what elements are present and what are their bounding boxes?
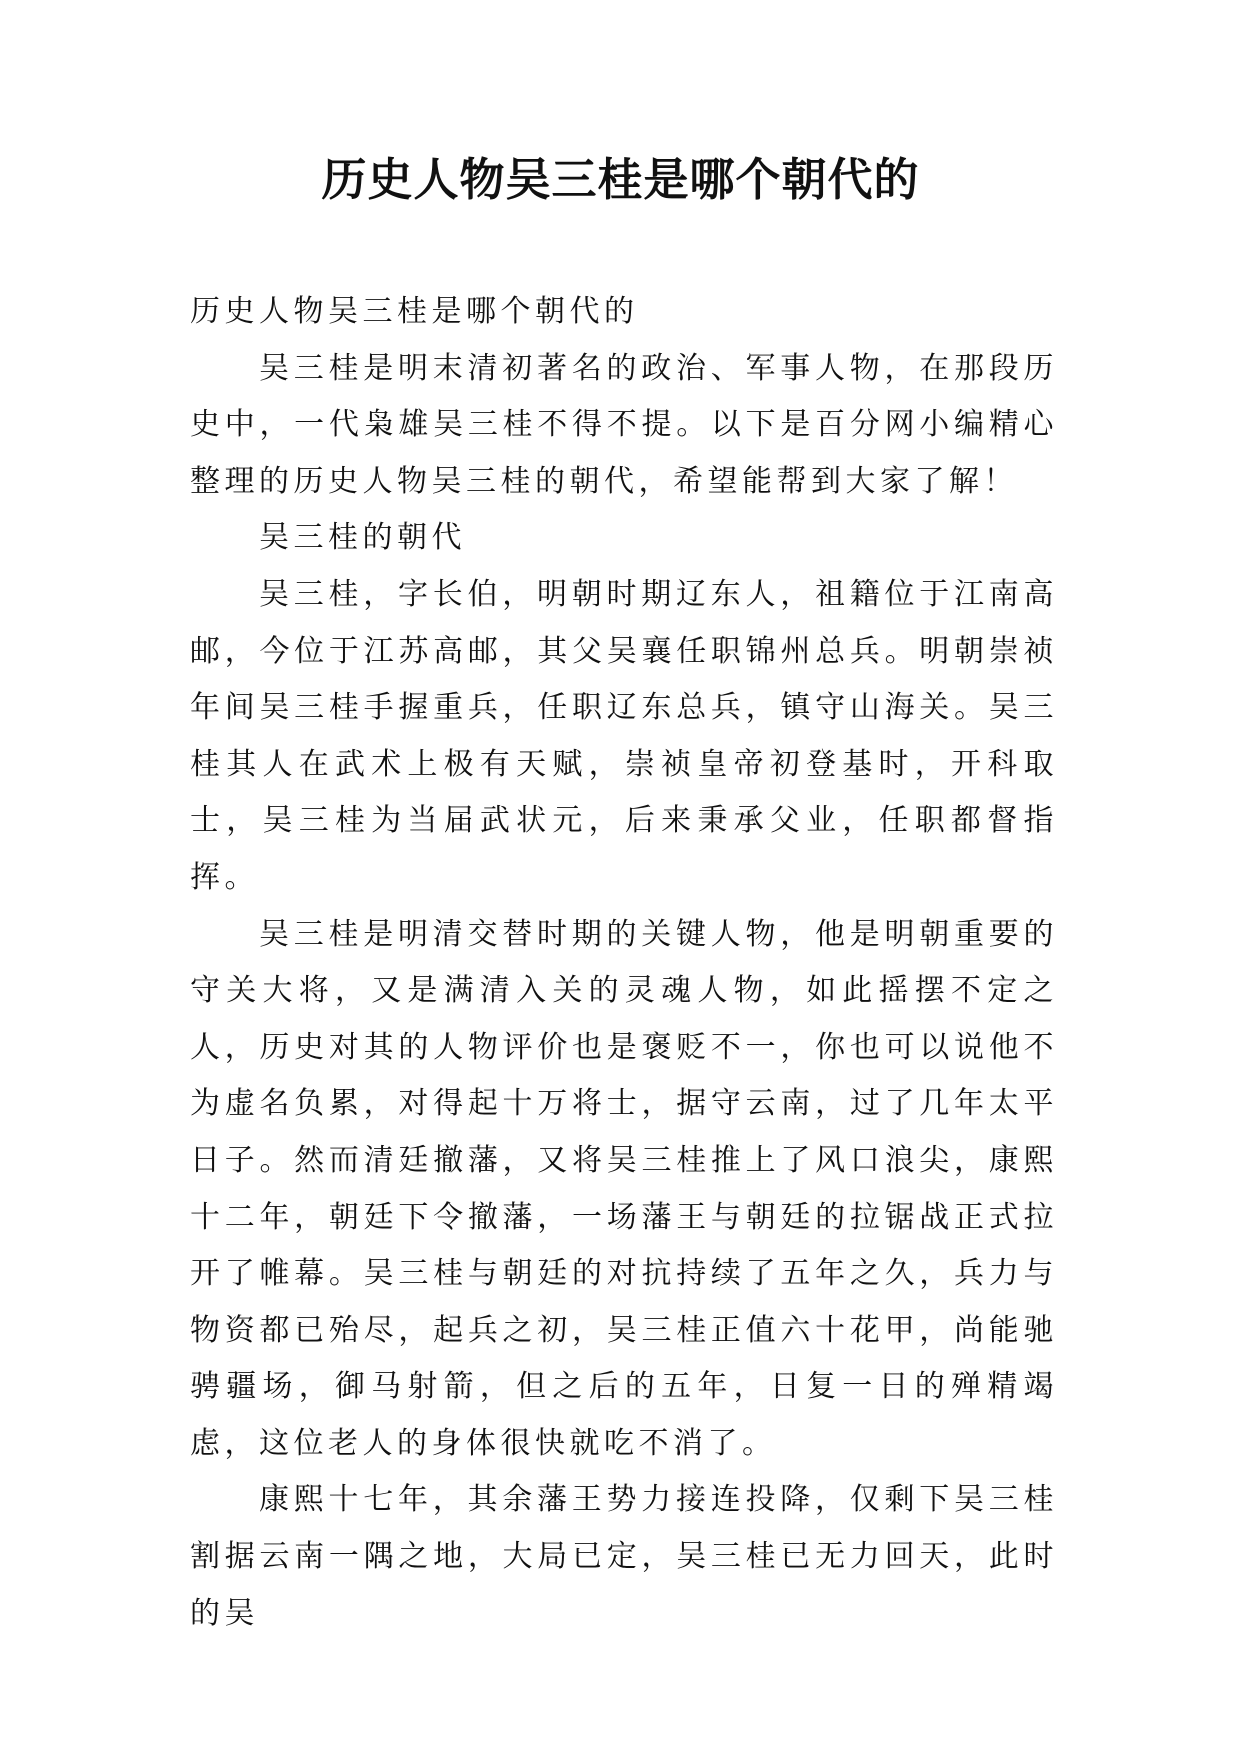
intro-paragraph: 吴三桂是明末清初著名的政治、军事人物，在那段历史中，一代枭雄吴三桂不得不提。以下是百分网小编精心整理的历史人物吴三桂的朝代，希望能帮到大家了解！	[190, 350, 1058, 499]
body-paragraph: 吴三桂，字长伯，明朝时期辽东人，祖籍位于江南高邮，今位于江苏高邮，其父吴襄任职锦州总兵。明朝崇祯年间吴三桂手握重兵，任职辽东总兵，镇守山海关。吴三桂其人在武术上极有天赋，崇祯皇帝初登基时，开科取士，吴三桂为当届武状元，后来秉承父业，任职都督指挥。	[190, 576, 1058, 895]
body-paragraph: 吴三桂是明清交替时期的关键人物，他是明朝重要的守关大将，又是满清入关的灵魂人物，如此摇摆不定之人，历史对其的人物评价也是褒贬不一，你也可以说他不为虚名负累，对得起十万将士，据守云南，过了几年太平日子。然而清廷撤藩，又将吴三桂推上了风口浪尖，康熙十二年，朝廷下令撤藩，一场藩王与朝廷的拉锯战正式拉开了帷幕。吴三桂与朝廷的对抗持续了五年之久，兵力与物资都已殆尽，起兵之初，吴三桂正值六十花甲，尚能驰骋疆场，御马射箭，但之后的五年，日复一日的殚精竭虑，这位老人的身体很快就吃不消了。	[190, 916, 1058, 1461]
document-title: 历史人物吴三桂是哪个朝代的	[321, 153, 920, 206]
subtitle-paragraph: 历史人物吴三桂是哪个朝代的	[190, 294, 639, 329]
document-body	[190, 284, 1058, 1642]
body-paragraph: 康熙十七年，其余藩王势力接连投降，仅剩下吴三桂割据云南一隅之地，大局已定，吴三桂已无力回天，此时的吴	[190, 1482, 1058, 1631]
section-heading: 吴三桂的朝代	[259, 520, 466, 556]
